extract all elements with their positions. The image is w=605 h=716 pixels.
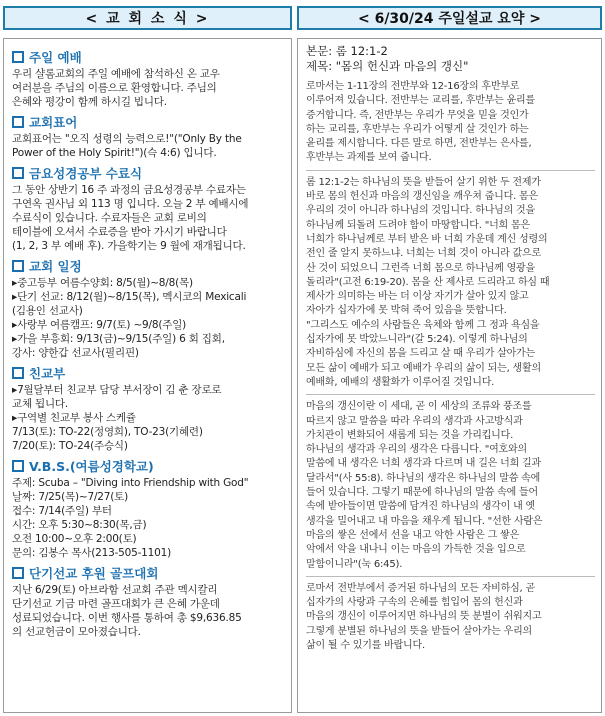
text-line: 로마서 전반부에서 증거된 하나님의 모든 자비하심, 곧 xyxy=(306,582,535,594)
section-title-label: 교회표어 xyxy=(29,115,78,130)
text-line: 마음의 쌓은 선에서 선을 내고 악한 사람은 그 쌓은 xyxy=(306,529,520,541)
text-line: 따르지 않고 말씀을 따라 우리의 생각과 사고방식과 xyxy=(306,415,523,427)
text-line: 자비하심에 자신의 몸을 드리고 살 때 우리가 살아가는 xyxy=(306,348,535,360)
text-line: 말함이니라"(눅 6:45). xyxy=(306,558,403,570)
text-line: 교체 됩니다. xyxy=(12,398,68,410)
text-line: 우리의 것이 아니라 하나님의 것입니다. 하나님의 것을 xyxy=(306,205,535,217)
text-line: ▸구역별 친교부 봉사 스케쥴 xyxy=(12,412,136,424)
text-line: 7/13(토): TO-22(정영희), TO-23(기혜련) xyxy=(12,426,203,438)
text-line: 달라서"(사 55:8). 하나님의 생각은 하나님의 말씀 속에 xyxy=(306,472,541,484)
text-line: 전인 줄 알지 못하느냐. 너희는 너희 것이 아니라 값으로 xyxy=(306,248,541,260)
text-line: 말씀에 내 생각은 너희 생각과 다르며 내 길은 너희 길과 xyxy=(306,458,541,470)
text-line: ▸7월달부터 친교부 담당 부서장이 김 춘 장로로 xyxy=(12,384,222,396)
section-title xyxy=(12,164,285,182)
text-line: 악에서 악을 내나니 이는 마음의 가득한 것을 입으로 xyxy=(306,544,526,556)
paragraph-divider xyxy=(306,170,595,171)
section-title-label: 교회 일정 xyxy=(29,259,82,274)
text-line: 로마서는 1-11장의 전반부와 12-16장의 후반부로 xyxy=(306,81,520,92)
text-line: "그리스도 예수의 사람들은 육체와 함께 그 정과 욕심을 xyxy=(306,319,540,331)
text-line: 증거합니다. 즉, 전반부는 우리가 무엇을 믿을 것인가 xyxy=(306,109,529,121)
section-body xyxy=(12,383,285,453)
section-title xyxy=(12,364,285,382)
text-line: 이루어져 있습니다. 전반부는 교리를, 후반부는 윤리를 xyxy=(306,95,535,107)
text-line: 접수: 7/14(주일) 부터 xyxy=(12,505,112,517)
text-line: 윤리를 제시합니다. 다른 말로 하면, 전반부는 은사를, xyxy=(306,138,532,150)
text-line: 주제: Scuba – "Diving into Friendship with God" xyxy=(12,477,249,489)
square-bullet-icon xyxy=(12,567,24,579)
text-line: 생각을 밀어내고 내 마음을 채우게 됩니다. "선한 사람은 xyxy=(306,515,543,527)
text-line: 돌리라"(고전 6:19-20). 몸을 산 제사로 드리라고 하심 때 xyxy=(306,276,550,288)
text-line: 십자가의 사랑과 구속의 은혜를 힘입어 몸의 헌신과 xyxy=(306,597,523,609)
paragraph-divider xyxy=(306,394,595,395)
section-title xyxy=(12,113,285,131)
text-line: 교회표어는 "오직 성령의 능력으로!"("Only By the xyxy=(12,133,242,145)
text-line: 예배화, 예배의 생활화가 이루어질 것입니다. xyxy=(306,376,495,388)
section-title-label: 금요성경공부 수료식 xyxy=(29,166,143,181)
text-line: 후반부는 과제를 보여 줍니다. xyxy=(306,152,432,164)
text-line: 수료식이 있습니다. 수료자들은 교회 로비의 xyxy=(12,212,207,224)
square-bullet-icon xyxy=(12,51,24,63)
sermon-body xyxy=(306,80,595,653)
section-body xyxy=(12,476,285,560)
section-title-label: 주일 예배 xyxy=(29,50,82,65)
section-body xyxy=(12,132,285,160)
text-line: ▸사랑부 여름캠프: 9/7(토) ~9/8(주일) xyxy=(12,319,187,331)
section-body xyxy=(12,183,285,253)
section-title xyxy=(12,257,285,275)
text-line: 마음의 갱신이란 이 세대, 곧 이 세상의 조류와 풍조를 xyxy=(306,401,532,413)
text-line: ▸가을 부흥회: 9/13(금)~9/15(주일) 6 회 집회, xyxy=(12,333,225,345)
sermon-paragraph xyxy=(306,80,595,166)
text-line: 하나님께 되돌려 드려야 함이 마땅합니다. "너희 몸은 xyxy=(306,219,530,231)
square-bullet-icon xyxy=(12,460,24,472)
sermon-summary-column xyxy=(297,38,602,713)
text-line: ▸중고등부 여름수양회: 8/5(월)~8/8(목) xyxy=(12,277,193,289)
text-line: 십자가에 못 박았느니라"(갈 5:24). 이렇게 하나님의 xyxy=(306,334,528,346)
text-line: 단기선교 기금 마련 골프대회가 큰 은혜 가운데 xyxy=(12,598,220,610)
section-body xyxy=(12,67,285,109)
text-line: 오전 10:00~오후 2:00(토) xyxy=(12,533,137,545)
text-line: 마음의 갱신이 이루어지면 하나님의 뜻 분별이 쉬워지고 xyxy=(306,611,542,623)
text-line: 강사: 양한갑 선교사(필리핀) xyxy=(12,347,139,359)
sermon-paragraph xyxy=(306,176,595,390)
square-bullet-icon xyxy=(12,116,24,128)
section-title xyxy=(12,457,285,475)
square-bullet-icon xyxy=(12,260,24,272)
text-line: 7/20(토): TO-24(주승식) xyxy=(12,440,128,452)
text-line: 그 동안 상반기 16 주 과정의 금요성경공부 수료자는 xyxy=(12,184,246,196)
text-line: 성료되었습니다. 이번 행사를 통하여 총 $9,636.85 xyxy=(12,612,242,624)
sermon-text-reference: 본문: 롬 12:1-2 xyxy=(306,44,388,58)
section-title-label: V.B.S.(여름성경학교) xyxy=(29,459,154,474)
section-title-label: 친교부 xyxy=(29,366,66,381)
text-line: 하는 교리를, 후반부는 우리가 어떻게 살 것인가 하는 xyxy=(306,123,529,135)
text-line: 제사가 의미하는 바는 더 이상 자기가 살아 있지 않고 xyxy=(306,291,529,303)
text-line: 시간: 오후 5:30~8:30(목,금) xyxy=(12,519,147,531)
text-line: 날짜: 7/25(목)~7/27(토) xyxy=(12,491,128,503)
text-line: 바로 몸의 헌신과 마음의 갱신임을 깨우쳐 줍니다. 몸은 xyxy=(306,191,538,203)
text-line: 속에 받아들이면 말씀에 담겨진 하나님의 생각이 내 옛 xyxy=(306,501,535,513)
header-sermon-summary: < 6/30/24 주일설교 요약 > xyxy=(297,6,602,30)
paragraph-divider xyxy=(306,576,595,577)
text-line: 은혜와 평강이 함께 하시길 빕니다. xyxy=(12,96,167,108)
text-line: Power of the Holy Spirit!")(슥 4:6) 입니다. xyxy=(12,147,217,159)
section-body xyxy=(12,276,285,360)
section-body xyxy=(12,583,285,639)
text-line: 의 선교헌금이 모아졌습니다. xyxy=(12,626,141,638)
text-line: ▸단기 선교: 8/12(월)~8/15(목), 멕시코의 Mexicali xyxy=(12,291,247,303)
section-title xyxy=(12,564,285,582)
text-line: 가치관이 변화되어 새롭게 되는 것을 가리킵니다. xyxy=(306,429,514,441)
square-bullet-icon xyxy=(12,367,24,379)
text-line: 여러분을 주님의 이름으로 환영합니다. 주님의 xyxy=(12,82,217,94)
text-line: 모든 삶이 예배가 되고 예배가 우리의 삶이 되는, 생활의 xyxy=(306,362,541,374)
text-line: 롬 12:1-2는 하나님의 뜻을 받들어 살기 위한 두 전제가 xyxy=(306,176,541,188)
text-line: 그렇게 분별된 하나님의 뜻을 받들어 살아가는 우리의 xyxy=(306,625,532,637)
sermon-title: 제목: "몸의 헌신과 마음의 갱신" xyxy=(306,59,469,73)
sermon-paragraph xyxy=(306,400,595,572)
text-line: 하나님의 생각과 우리의 생각은 다릅니다. "여호와의 xyxy=(306,444,527,456)
section-title xyxy=(12,48,285,66)
text-line: 테이블에 오셔서 수료증을 받아 가시기 바랍니다 xyxy=(12,226,227,238)
text-line: 지난 6/29(토) 아브라함 선교회 주관 멕시칼리 xyxy=(12,584,218,596)
text-line: 구연옥 권사님 외 113 명 입니다. 오늘 2 부 예배시에 xyxy=(12,198,249,210)
text-line: 들어 있습니다. 그렇기 때문에 하나님의 말씀 속에 들어 xyxy=(306,487,538,499)
church-news-column xyxy=(3,38,292,713)
header-church-news: < 교 회 소 식 > xyxy=(3,6,292,30)
text-line: 산 것이 되었으니 그런즉 너희 몸으로 하나님께 영광을 xyxy=(306,262,535,274)
sermon-paragraph xyxy=(306,582,595,653)
text-line: 문의: 김봉수 목사(213-505-1101) xyxy=(12,547,171,559)
sermon-heading xyxy=(306,44,595,74)
text-line: 우리 샬롬교회의 주일 예배에 참석하신 온 교우 xyxy=(12,68,220,80)
section-title-label: 단기선교 후원 골프대회 xyxy=(29,566,159,581)
text-line: (김용인 선교사) xyxy=(12,305,83,317)
text-line: 삶이 될 수 있기를 바랍니다. xyxy=(306,639,425,651)
text-line: 너희가 하나님께로 부터 받은 바 너희 가운데 계신 성령의 xyxy=(306,233,548,245)
text-line: (1, 2, 3 부 예배 후). 가을학기는 9 월에 재개됩니다. xyxy=(12,240,246,252)
text-line: 자아가 십자가에 못 박혀 죽어 있음을 뜻합니다. xyxy=(306,305,507,317)
square-bullet-icon xyxy=(12,167,24,179)
